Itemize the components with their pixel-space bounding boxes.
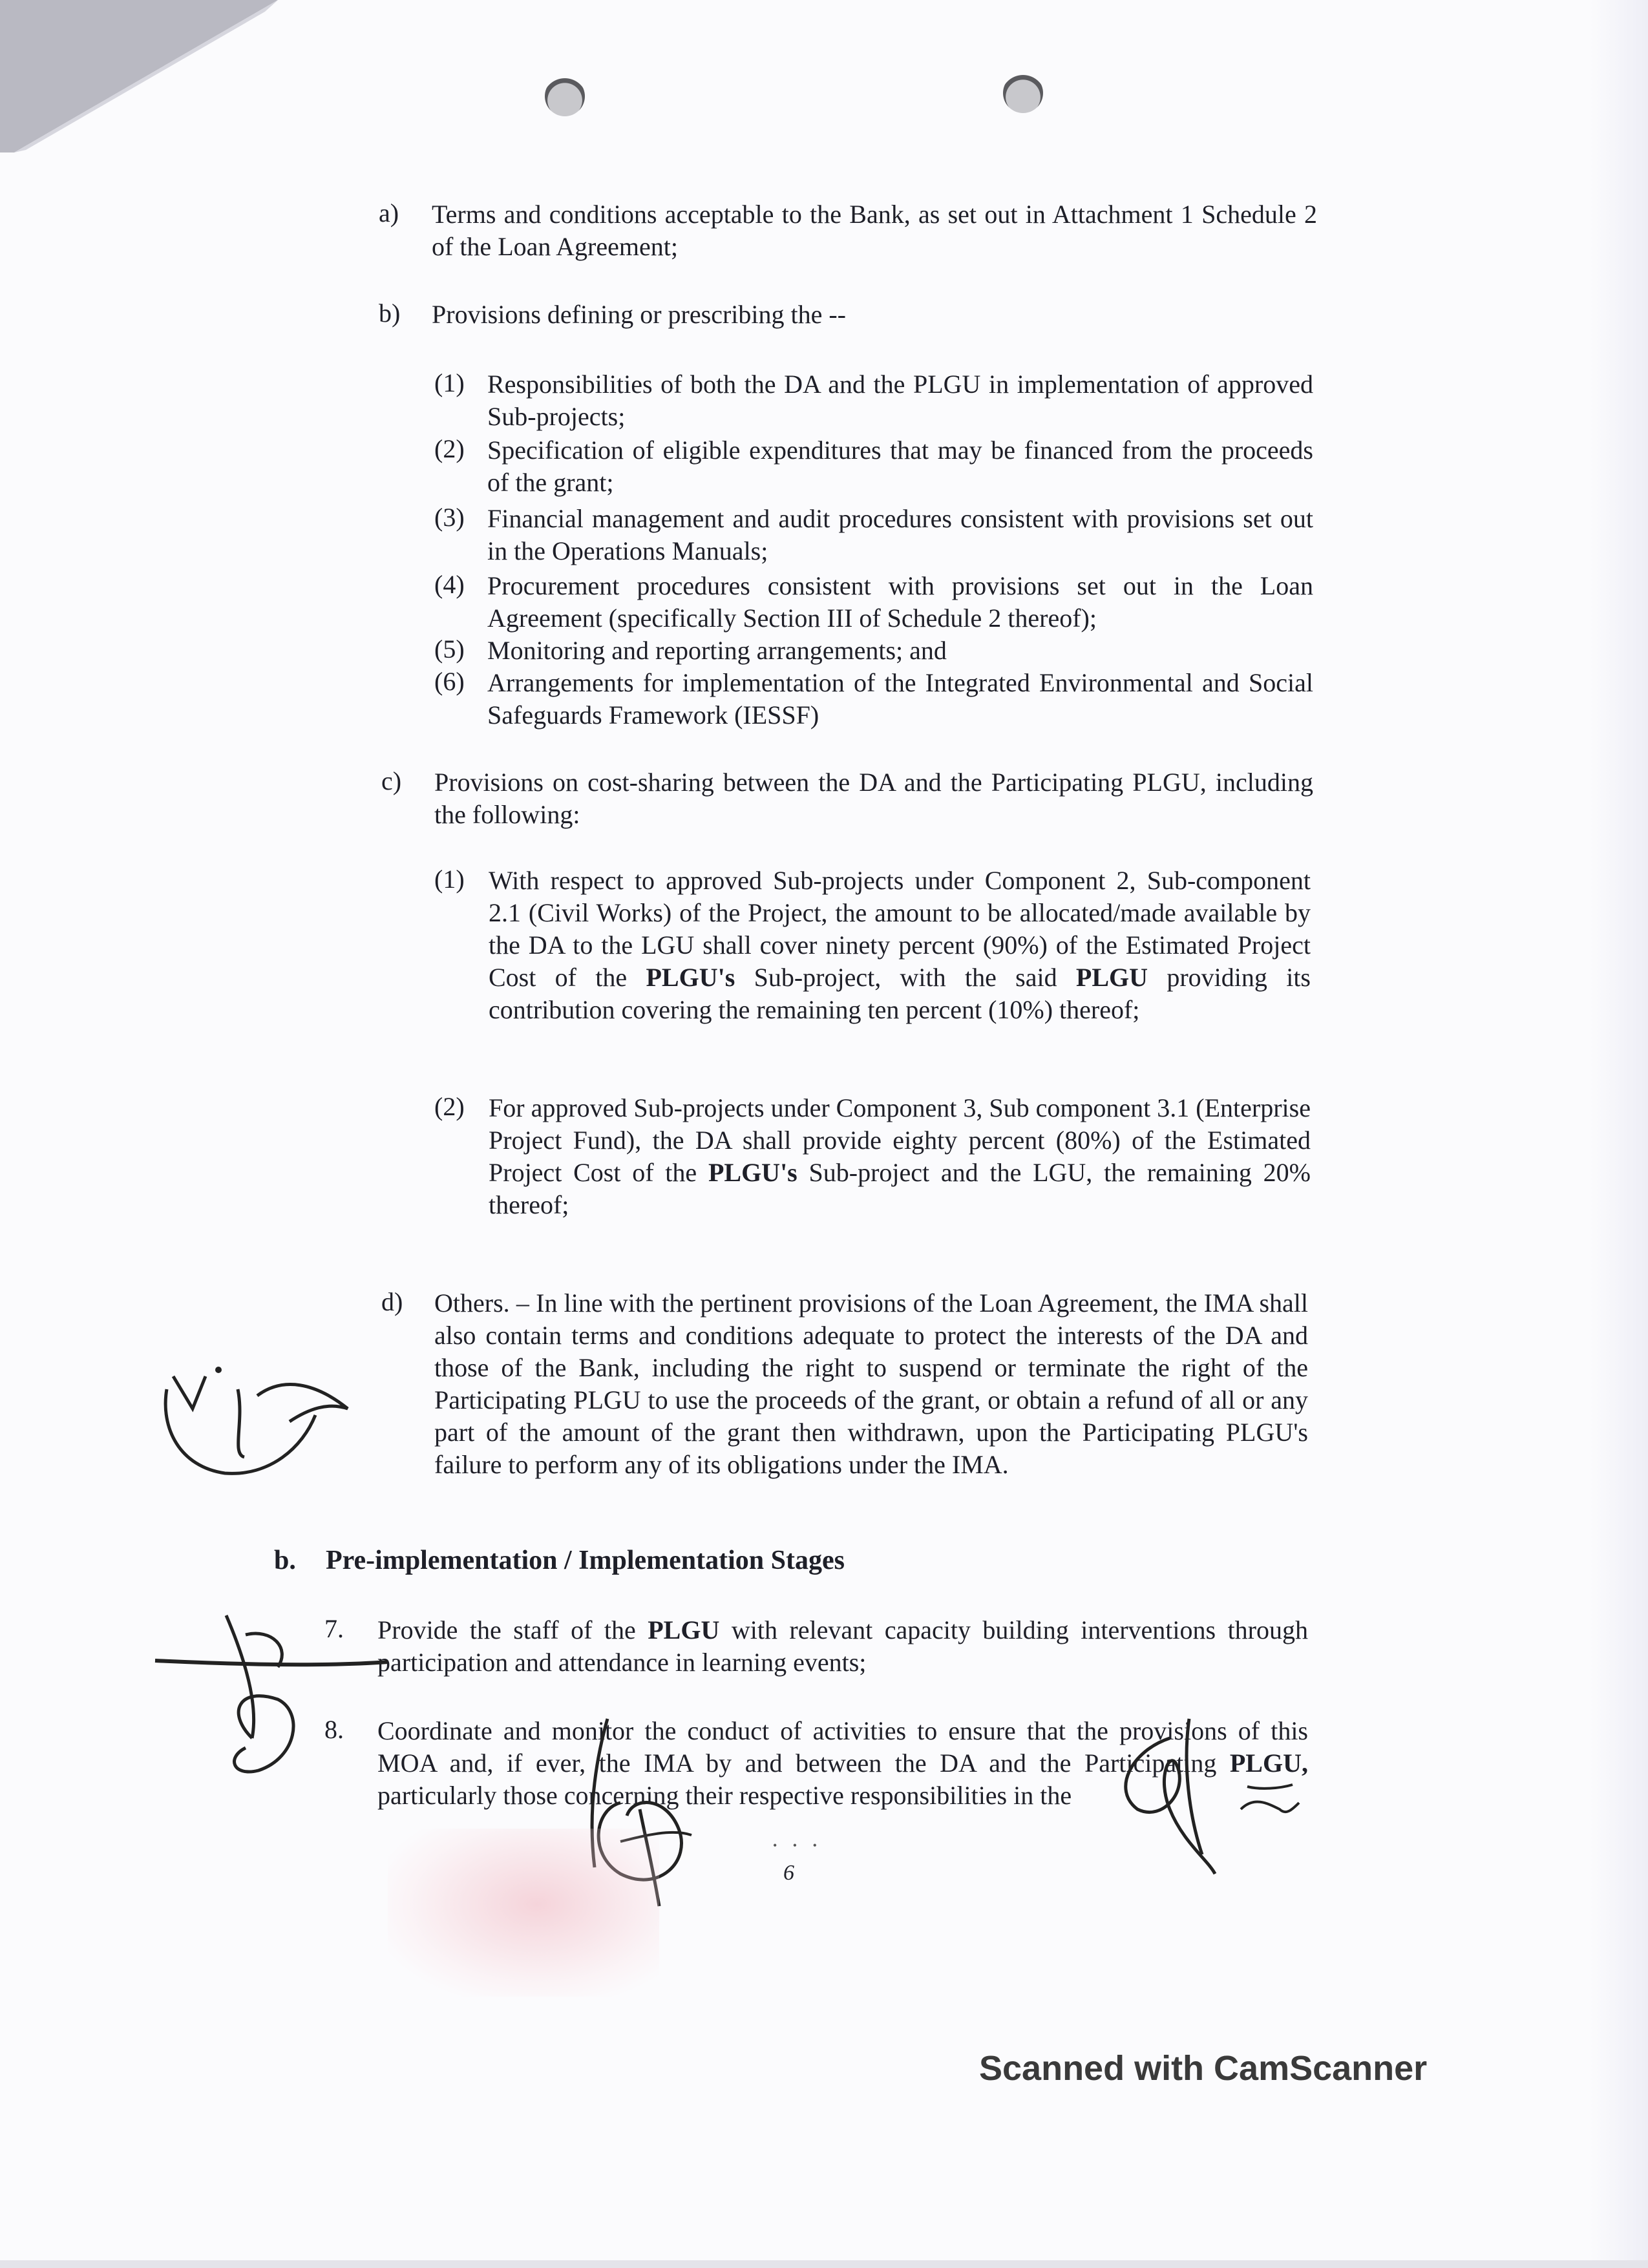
pink-stamp-residue [388, 1829, 659, 1997]
item-c2-bold-plgus: PLGU's [708, 1158, 798, 1187]
item-c2-text-part2: Sub-project and the LGU, the remaining 20% thereof; [489, 1158, 1311, 1219]
item-b6-marker: (6) [434, 667, 465, 696]
punch-hole-right [1003, 73, 1043, 113]
item-b4-marker: (4) [434, 570, 465, 599]
folded-corner [0, 0, 284, 155]
item-a-text: Terms and conditions acceptable to the Bank, as set out in Attachment 1 Schedule 2 of the Loan Agreement; [432, 200, 1317, 261]
page-bottom-edge [0, 2260, 1648, 2268]
item-c1-text-part3: providing its contribution covering the remaining ten percent (10%) thereof; [489, 963, 1311, 1024]
item-8-text-part2: particularly those concerning their respective responsibilities in the [377, 1781, 1072, 1810]
item-c2-text [489, 1092, 1311, 1221]
signature-initials-left-1 [154, 1350, 361, 1486]
item-c1-text-part2: Sub-project, with the said [735, 963, 1076, 992]
item-b4-text: Procurement procedures consistent with provisions set out in the Loan Agreement (specifically Section III of Schedule 2 thereof); [487, 571, 1313, 633]
item-b2-marker: (2) [434, 434, 465, 463]
item-7-text-part2: with relevant capacity building interventions through participation and attendance in learning events; [377, 1615, 1308, 1677]
punch-hole-left [545, 76, 585, 116]
item-7-text [377, 1614, 1308, 1679]
item-b-marker: b) [379, 299, 401, 328]
signature-initials-left-2 [149, 1609, 394, 1790]
item-b3-marker: (3) [434, 503, 465, 532]
item-c-text: Provisions on cost-sharing between the DA and the Participating PLGU, including the following: [434, 768, 1313, 829]
item-c1-bold-plgus: PLGU's [646, 963, 735, 992]
item-8-text-part1: Coordinate and monitor the conduct of activities to ensure that the provisions of this MOA and, if ever, the IMA by and between the DA and the Participating [377, 1716, 1308, 1778]
section-b-title: Pre-implementation / Implementation Stages [326, 1546, 845, 1575]
item-8-marker: 8. [324, 1715, 344, 1744]
item-c1-marker: (1) [434, 865, 465, 894]
item-7-marker: 7. [324, 1614, 344, 1643]
camscanner-watermark: Scanned with CamScanner [979, 2049, 1428, 2088]
page-edge-shadow [1590, 0, 1648, 2268]
item-b5-text: Monitoring and reporting arrangements; and [487, 636, 947, 665]
signature-bottom-right [1092, 1712, 1312, 1906]
item-d-marker: d) [381, 1287, 403, 1316]
item-c2-marker: (2) [434, 1092, 465, 1121]
item-b2-text: Specification of eligible expenditures that may be financed from the proceeds of the grant; [487, 436, 1313, 497]
item-c2-text-part1: For approved Sub-projects under Component 3, Sub component 3.1 (Enterprise Project Fund), the DA shall provide eighty percent (80%) of the Estimated Project Cost of the [489, 1093, 1311, 1187]
page-dots: • • • [773, 1839, 823, 1852]
item-8-bold-plgu: PLGU, [1229, 1748, 1308, 1778]
item-a-marker: a) [379, 198, 399, 227]
item-b6-text: Arrangements for implementation of the Integrated Environmental and Social Safeguards Framework (IESSF) [487, 668, 1313, 730]
item-c1-bold-plgu: PLGU [1075, 963, 1148, 992]
item-b1-marker: (1) [434, 368, 465, 397]
item-b5-marker: (5) [434, 635, 465, 664]
item-c1-text [489, 865, 1311, 1026]
item-7-bold-plgu: PLGU [648, 1615, 720, 1644]
item-7-text-part1: Provide the staff of the [377, 1615, 648, 1644]
page-number: 6 [783, 1861, 794, 1885]
section-b-marker: b. [274, 1546, 296, 1575]
item-c-marker: c) [381, 766, 402, 795]
item-b-text: Provisions defining or prescribing the -- [432, 300, 846, 329]
item-b3-text: Financial management and audit procedures consistent with provisions set out in the Operations Manuals; [487, 504, 1313, 565]
item-d-text: Others. – In line with the pertinent provisions of the Loan Agreement, the IMA shall also contain terms and conditions adequate to protect the interests of the DA and those of the Bank, including the right to suspend or terminate the right of the Participating PLGU to use the proceeds of the grant, or obtain a refund of all or any part of the amount of the grant then withdrawn, upon the Participating PLGU's failure to perform any of its obligations under the IMA. [434, 1288, 1308, 1479]
item-c1-text-part1: With respect to approved Sub-projects under Component 2, Sub-component 2.1 (Civil Works) of the Project, the amount to be allocated/made available by the DA to the LGU shall cover ninety percent (90%) of the Estimated Project Cost of the [489, 866, 1311, 992]
item-b1-text: Responsibilities of both the DA and the PLGU in implementation of approved Sub-projects; [487, 370, 1313, 431]
